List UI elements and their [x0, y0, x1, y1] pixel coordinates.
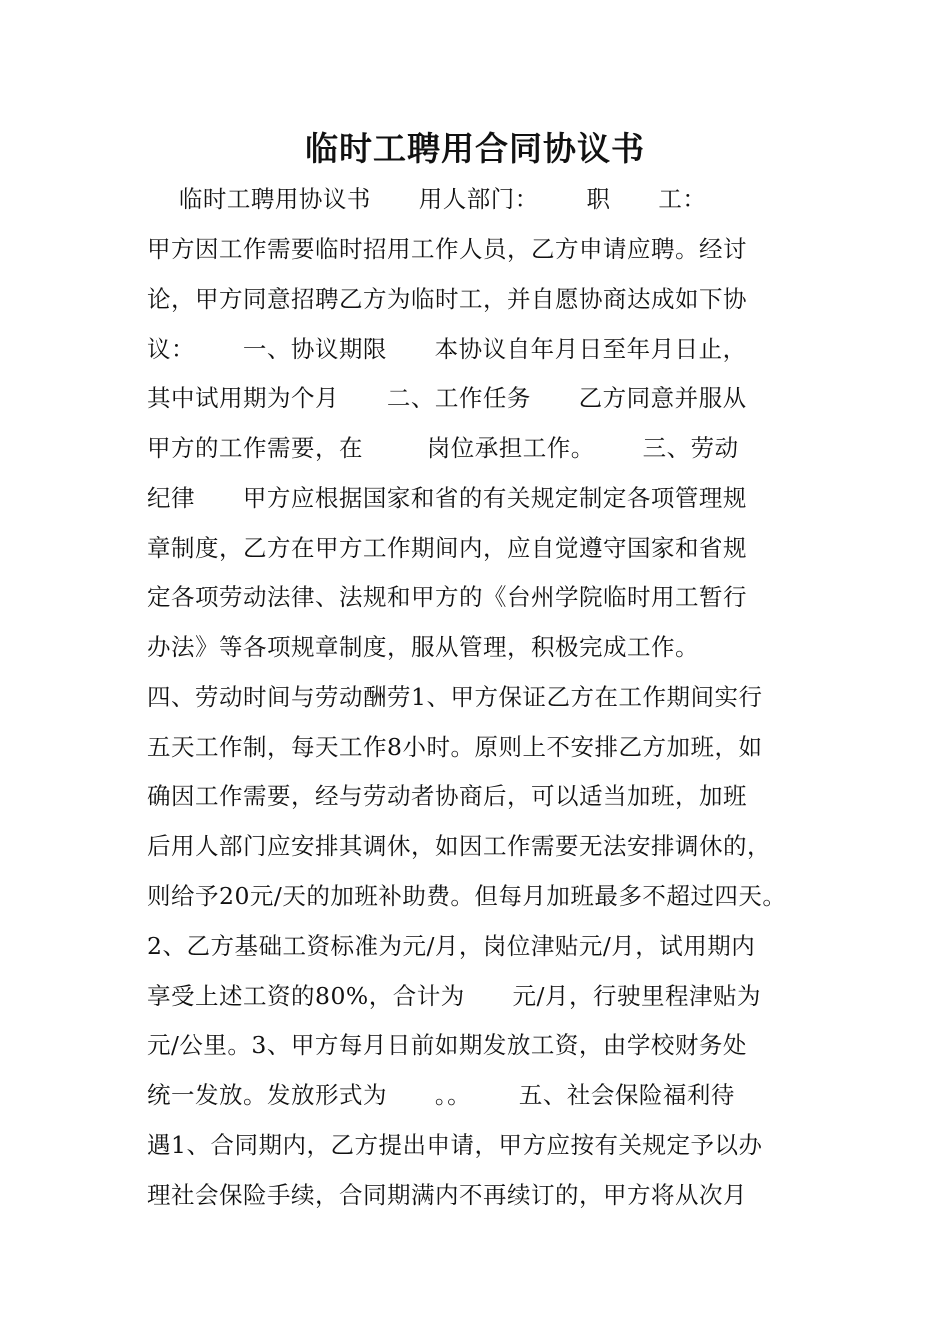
body-line-19: 统一发放。发放形式为 。。 五、社会保险福利待	[147, 1081, 735, 1109]
body-line-3: 论，甲方同意招聘乙方为临时工，并自愿协商达成如下协	[147, 285, 747, 313]
body-line-8: 章制度，乙方在甲方工作期间内，应自觉遵守国家和省规	[147, 534, 747, 562]
body-line-2: 甲方因工作需要临时招用工作人员，乙方申请应聘。经讨	[147, 235, 747, 263]
body-line-11: 四、劳动时间与劳动酬劳1、甲方保证乙方在工作期间实行	[147, 683, 763, 711]
body-line-20: 遇1、合同期内，乙方提出申请，甲方应按有关规定予以办	[147, 1131, 763, 1159]
body-line-6: 甲方的工作需要，在 岗位承担工作。 三、劳动	[147, 434, 739, 462]
body-line-14: 后用人部门应安排其调休，如因工作需要无法安排调休的，	[147, 832, 771, 860]
body-line-21: 理社会保险手续，合同期满内不再续订的，甲方将从次月	[147, 1181, 747, 1209]
body-line-7: 纪律 甲方应根据国家和省的有关规定制定各项管理规	[147, 484, 747, 512]
body-line-15: 则给予20元/天的加班补助费。但每月加班最多不超过四天。	[147, 882, 787, 910]
body-line-13: 确因工作需要，经与劳动者协商后，可以适当加班，加班	[147, 782, 747, 810]
document-title: 临时工聘用合同协议书	[305, 129, 645, 168]
body-line-1: 临时工聘用协议书 用人部门： 职 工：	[147, 185, 707, 213]
body-line-9: 定各项劳动法律、法规和甲方的《台州学院临时用工暂行	[147, 583, 747, 611]
body-line-5: 其中试用期为个月 二、工作任务 乙方同意并服从	[147, 384, 747, 412]
body-line-12: 五天工作制，每天工作8小时。原则上不安排乙方加班，如	[147, 733, 763, 761]
body-line-18: 元/公里。3、甲方每月日前如期发放工资，由学校财务处	[147, 1031, 747, 1059]
body-line-16: 2、乙方基础工资标准为元/月，岗位津贴元/月，试用期内	[147, 932, 756, 960]
body-line-10: 办法》等各项规章制度，服从管理，积极完成工作。	[147, 633, 699, 661]
body-line-17: 享受上述工资的80%，合计为 元/月，行驶里程津贴为	[147, 982, 761, 1010]
body-line-4: 议： 一、协议期限 本协议自年月日至年月日止，	[147, 335, 747, 363]
